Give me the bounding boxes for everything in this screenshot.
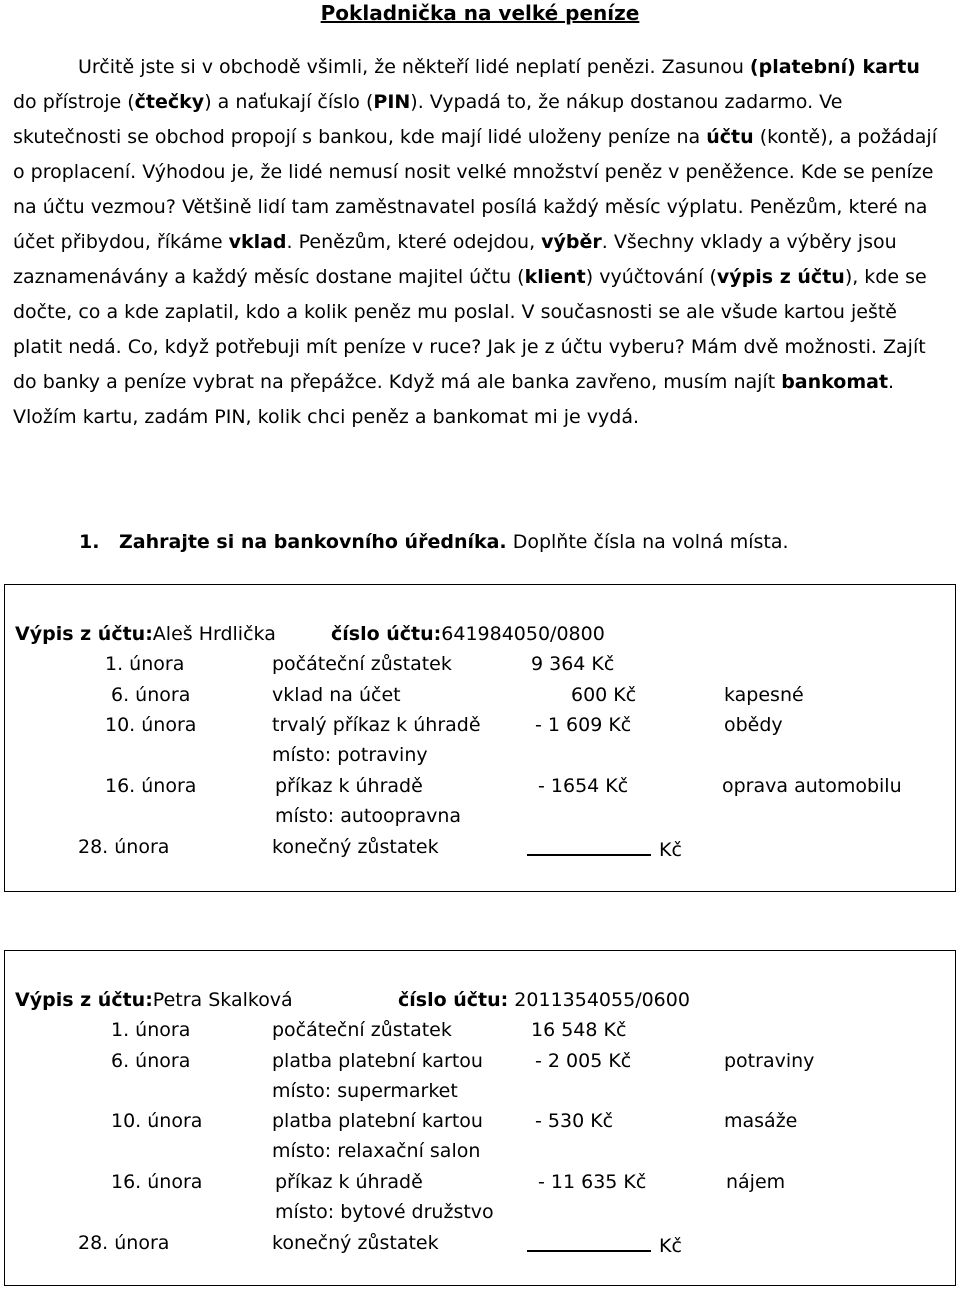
term-statement: výpis z účtu — [716, 266, 845, 288]
row-note: kapesné — [724, 684, 804, 706]
intro-text: ), kde se dočte, co a kde zaplatil, kdo a kolik peněz mu poslal. V současnosti se ale všude kartou ještě platit nedá. Co, když potřebuji mít peníze v ruce? Jak je z účtu vyberu? Mám dvě možnosti. Zajít do banky a peníze vybrat na přepážce. Když má ale banka zavřeno, musím najít — [13, 266, 927, 393]
row-date: 6. února — [111, 684, 191, 706]
row-date: 10. února — [105, 714, 197, 736]
intro-text: ). Vypadá to, že nákup dostanou zadarmo. Ve skutečnosti se obchod propojí s bankou, kde mají lidé uloženy peníze na — [13, 91, 843, 148]
row-note: oprava automobilu — [722, 775, 902, 797]
row-date: 10. února — [111, 1110, 203, 1132]
row-date: 28. února — [78, 836, 170, 858]
row-place: místo: bytové družstvo — [275, 1201, 494, 1223]
page-title: Pokladnička na velké peníze — [320, 1, 640, 25]
row-amount: - 11 635 Kč — [538, 1171, 647, 1193]
account-number-label: číslo účtu: — [398, 989, 509, 1011]
term-card: (platební) kartu — [749, 56, 920, 78]
statement-label: Výpis z účtu: — [15, 989, 153, 1011]
task-number: 1. — [79, 531, 100, 553]
row-amount: - 1654 Kč — [538, 775, 629, 797]
term-client: klient — [524, 266, 586, 288]
account-owner: Aleš Hrdlička — [152, 623, 276, 645]
intro-text: do přístroje ( — [13, 91, 135, 113]
row-desc: počáteční zůstatek — [272, 653, 452, 675]
term-withdrawal: výběr — [541, 231, 602, 253]
intro-text: ) vyúčtování ( — [585, 266, 717, 288]
statement-box-1 — [4, 584, 956, 892]
term-pin: PIN — [373, 91, 411, 113]
row-desc: platba platební kartou — [272, 1110, 483, 1132]
intro-text: . Všechny vklady a výběry jsou zaznamenávány a každý měsíc dostane majitel účtu ( — [13, 231, 897, 288]
row-date: 28. února — [78, 1232, 170, 1254]
row-desc: vklad na účet — [272, 684, 401, 706]
account-number: 2011354055/0600 — [508, 989, 690, 1011]
term-atm: bankomat — [781, 371, 889, 393]
row-note: masáže — [724, 1110, 798, 1132]
intro-text: . Vložím kartu, zadám PIN, kolik chci peněz a bankomat mi je vydá. — [13, 371, 895, 428]
intro-text: . Penězům, které odejdou, — [286, 231, 542, 253]
row-amount: - 1 609 Kč — [535, 714, 632, 736]
row-date: 16. února — [111, 1171, 203, 1193]
row-desc: konečný zůstatek — [272, 1232, 439, 1254]
statement-box-2 — [4, 950, 956, 1286]
row-desc: příkaz k úhradě — [275, 775, 423, 797]
row-place: místo: supermarket — [272, 1080, 458, 1102]
row-amount: 600 Kč — [571, 684, 637, 706]
row-note: obědy — [724, 714, 783, 736]
row-desc: trvalý příkaz k úhradě — [272, 714, 481, 736]
row-note: nájem — [726, 1171, 786, 1193]
account-number-block — [398, 989, 690, 1011]
term-deposit: vklad — [228, 231, 287, 253]
row-date: 16. února — [105, 775, 197, 797]
row-date: 6. února — [111, 1050, 191, 1072]
intro-text: Určitě jste si v obchodě všimli, že někteří lidé neplatí penězi. Zasunou — [78, 56, 750, 78]
task-instruction — [79, 525, 789, 560]
term-reader: čtečky — [134, 91, 205, 113]
final-balance-field[interactable] — [527, 836, 682, 861]
task-bold: Zahrajte si na bankovního úředníka. — [119, 531, 507, 553]
answer-blank[interactable] — [527, 1232, 651, 1252]
row-desc: příkaz k úhradě — [275, 1171, 423, 1193]
row-amount: Kč — [659, 1235, 682, 1257]
term-account: účtu — [706, 126, 754, 148]
row-place: místo: autoopravna — [275, 805, 462, 827]
account-owner: Petra Skalková — [152, 989, 293, 1011]
task-rest: Doplňte čísla na volná místa. — [506, 531, 789, 553]
account-number-label: číslo účtu: — [331, 623, 442, 645]
row-place: místo: potraviny — [272, 744, 428, 766]
intro-text: ) a naťukají číslo ( — [204, 91, 374, 113]
intro-text: (kontě), a požádají o proplacení. Výhodou je, že lidé nemusí nosit velké množství peněz v peněžence. Kde se peníze na účtu vezmou? Většině lidí tam zaměstnavatel posílá každý měsíc výplatu. Penězům, které na účet přibydou, říkáme — [13, 126, 937, 253]
row-desc: konečný zůstatek — [272, 836, 439, 858]
account-number: 641984050/0800 — [441, 623, 605, 645]
row-desc: počáteční zůstatek — [272, 1019, 452, 1041]
row-amount: - 530 Kč — [535, 1110, 614, 1132]
row-place: místo: relaxační salon — [272, 1140, 481, 1162]
row-date: 1. února — [105, 653, 185, 675]
statement-header — [15, 623, 276, 645]
final-balance-field[interactable] — [527, 1232, 682, 1257]
row-desc: platba platební kartou — [272, 1050, 483, 1072]
statement-label: Výpis z účtu: — [15, 623, 153, 645]
row-amount: - 2 005 Kč — [535, 1050, 632, 1072]
row-amount: Kč — [659, 839, 682, 861]
row-amount: 16 548 Kč — [531, 1019, 627, 1041]
answer-blank[interactable] — [527, 836, 651, 856]
account-number-block — [331, 623, 605, 645]
row-date: 1. února — [111, 1019, 191, 1041]
statement-header — [15, 989, 293, 1011]
row-amount: 9 364 Kč — [531, 653, 615, 675]
intro-paragraph — [13, 50, 943, 435]
row-note: potraviny — [724, 1050, 815, 1072]
